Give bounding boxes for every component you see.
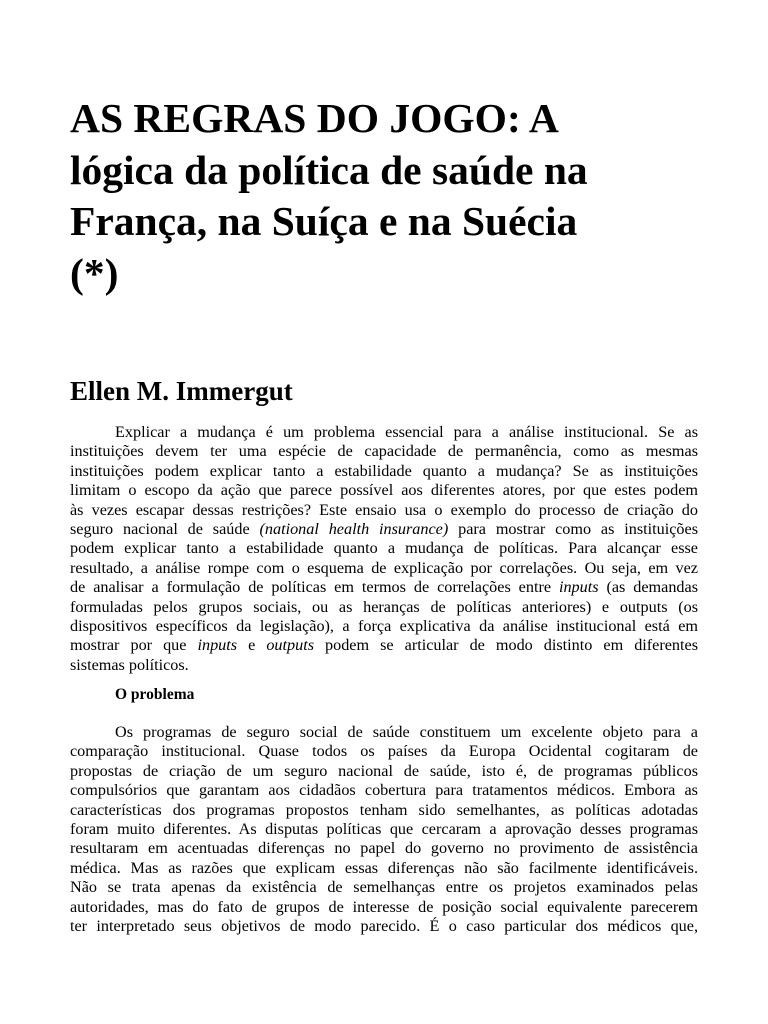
text-line: podem explicar tanto a estabilidade quanto a mudança de políticas. Para alcançar esse xyxy=(70,539,698,558)
text-line: Não se trata apenas da existência de semelhanças entre os projetos examinados pelas xyxy=(70,878,698,897)
section-paragraph xyxy=(70,723,698,936)
text-line: resultaram em acentuadas diferenças no papel do governo no provimento de assistência xyxy=(70,839,698,858)
text-line: limitam o escopo da ação que parece possível aos diferentes atores, por que estes podem xyxy=(70,481,698,500)
text-run: podem se articular de modo distinto em diferentes xyxy=(314,636,699,655)
text-line: dispositivos específicos da legislação), a força explicativa da análise institucional está em xyxy=(70,617,698,636)
text-line xyxy=(70,636,698,655)
text-run: seguro nacional de saúde xyxy=(70,520,260,539)
text-line: Os programas de seguro social de saúde constituem um excelente objeto para a xyxy=(115,723,698,741)
text-run: para mostrar como as instituições xyxy=(448,520,698,539)
article-title xyxy=(70,93,710,299)
text-line: características dos programas propostos tenham sido semelhantes, as políticas adotadas xyxy=(70,800,698,819)
title-line: (*) xyxy=(70,249,119,296)
text-line: ter interpretado seus objetivos de modo parecido. É o caso particular dos médicos que, xyxy=(70,917,698,936)
italic-term: (national health insurance) xyxy=(259,520,449,539)
title-line: França, na Suíça e na Suécia xyxy=(70,198,578,244)
text-line xyxy=(70,520,698,539)
text-line: sistemas políticos. xyxy=(70,655,189,674)
italic-term: inputs xyxy=(558,578,599,597)
text-line: instituições devem ter uma espécie de capacidade de permanência, como as mesmas xyxy=(70,442,698,461)
author-name: Ellen M. Immergut xyxy=(70,376,293,406)
text-line: instituições podem explicar tanto a estabilidade quanto a mudança? Se as instituições xyxy=(70,461,698,480)
text-run: mostrar por que xyxy=(70,636,198,655)
text-line: compulsórios que garantam aos cidadãos cobertura para tratamentos médicos. Embora as xyxy=(70,781,698,800)
text-line: resultado, a análise rompe com o esquema de explicação por correlações. Ou seja, em vez xyxy=(70,558,698,577)
text-line: comparação institucional. Quase todos os países da Europa Ocidental cogitaram de xyxy=(70,742,698,761)
title-line: AS REGRAS DO JOGO: A xyxy=(70,95,559,141)
text-line: propostas de criação de um seguro nacional de saúde, isto é, de programas públicos xyxy=(70,761,698,780)
text-line xyxy=(70,578,698,597)
text-line: às vezes escapar dessas restrições? Este ensaio usa o exemplo do processo de criação do xyxy=(70,500,698,519)
text-line: Explicar a mudança é um problema essencial para a análise institucional. Se as xyxy=(115,423,698,441)
text-run: e xyxy=(237,636,267,655)
text-line: foram muito diferentes. As disputas políticas que cercaram a aprovação desses programas xyxy=(70,820,698,839)
text-run: (as demandas xyxy=(598,578,698,597)
text-line: médica. Mas as razões que explicam essas diferenças não são facilmente identificáveis. xyxy=(70,858,698,877)
text-line: formuladas pelos grupos sociais, ou as heranças de políticas anteriores) e outputs (os xyxy=(70,597,698,616)
italic-term: outputs xyxy=(266,636,314,655)
text-line: autoridades, mas do fato de grupos de interesse de posição social equivalente parecerem xyxy=(70,897,698,916)
section-heading: O problema xyxy=(115,686,195,703)
text-run: de analisar a formulação de políticas em termos de correlações entre xyxy=(70,578,559,597)
abstract-paragraph xyxy=(70,423,698,675)
title-line: lógica da política de saúde na xyxy=(70,146,588,193)
italic-term: inputs xyxy=(197,636,238,655)
